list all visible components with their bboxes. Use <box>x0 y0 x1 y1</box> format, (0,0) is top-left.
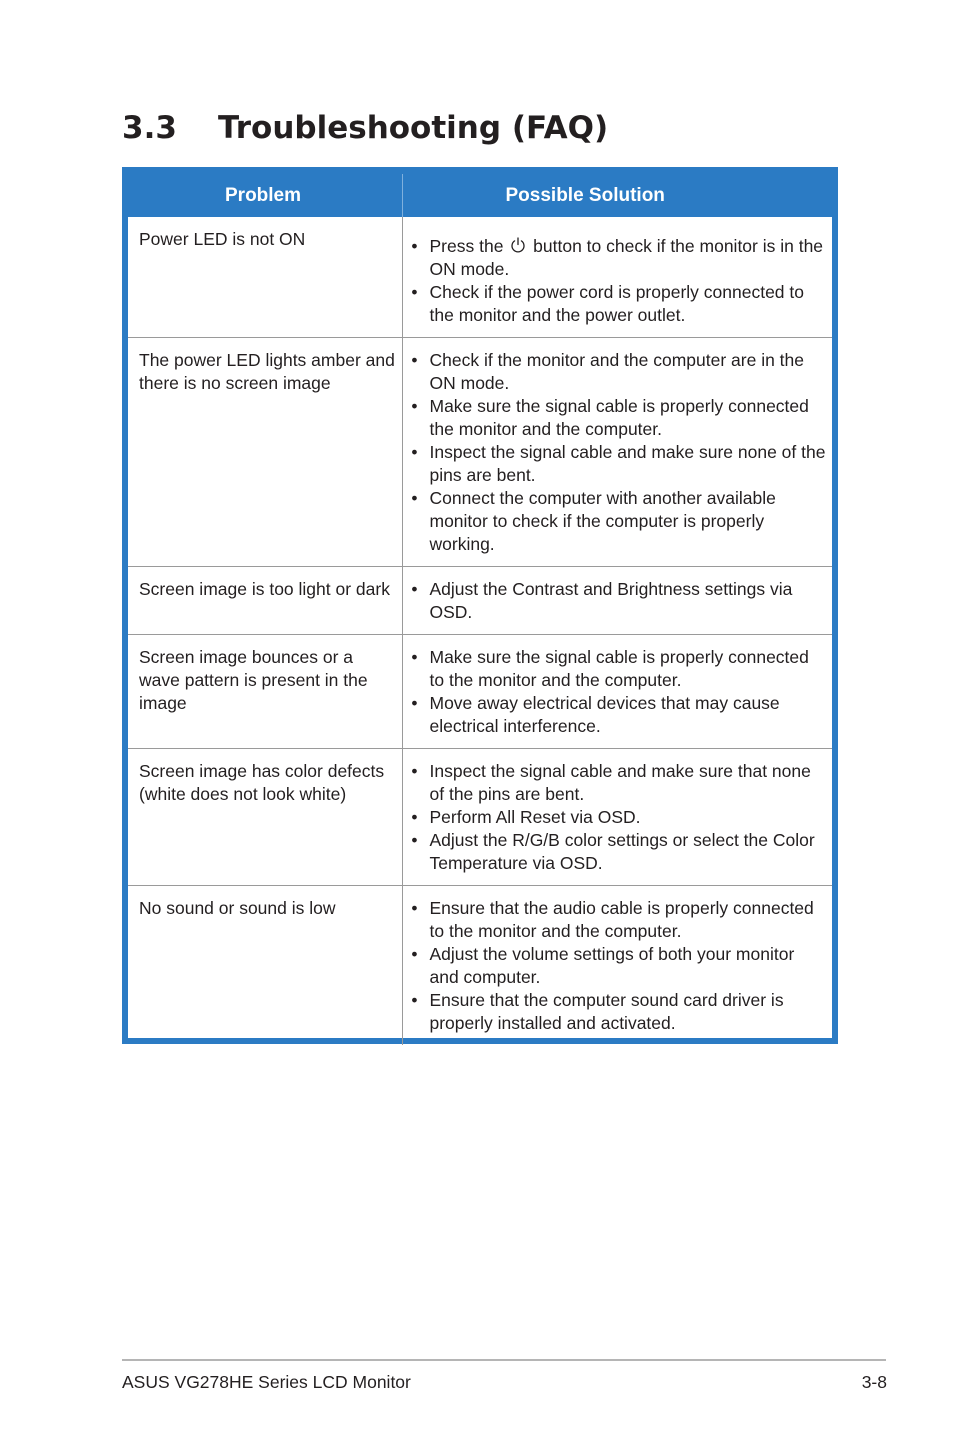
solution-item <box>408 989 829 1035</box>
solution-list <box>408 646 829 738</box>
section-number: 3.3 <box>122 110 177 146</box>
solution-text: Adjust the Contrast and Brightness settings via OSD. <box>429 579 793 622</box>
solution-text: Check if the power cord is properly connected to the monitor and the power outlet. <box>429 282 804 325</box>
table-row <box>128 338 832 567</box>
bullet-icon: • <box>411 236 418 256</box>
solution-text: Check if the monitor and the computer are in the ON mode. <box>429 350 805 393</box>
solution-text: Ensure that the audio cable is properly connected to the monitor and the computer. <box>429 898 814 941</box>
bullet-icon: • <box>411 647 418 667</box>
solution-item <box>408 487 829 556</box>
bullet-icon: • <box>411 944 418 964</box>
solution-item <box>408 235 829 281</box>
solution-list <box>408 349 829 556</box>
bullet-icon: • <box>411 396 418 416</box>
solution-text: Perform All Reset via OSD. <box>429 807 641 827</box>
bullet-icon: • <box>411 898 418 918</box>
bullet-icon: • <box>411 830 418 850</box>
solution-cell <box>402 749 832 886</box>
solution-item <box>408 692 829 738</box>
table-row <box>128 886 832 1046</box>
bullet-icon: • <box>411 488 418 508</box>
problem-cell: Screen image bounces or a wave pattern is present in the image <box>128 635 402 749</box>
bullet-icon: • <box>411 350 418 370</box>
solution-text: Make sure the signal cable is properly connected to the monitor and the computer. <box>429 647 809 690</box>
footer-divider <box>122 1359 886 1361</box>
bullet-icon: • <box>411 282 418 302</box>
problem-cell: The power LED lights amber and there is no screen image <box>128 338 402 567</box>
bullet-icon: • <box>411 761 418 781</box>
bullet-icon: • <box>411 693 418 713</box>
faq-table-frame <box>122 167 838 1044</box>
bullet-icon: • <box>411 807 418 827</box>
table-row <box>128 567 832 635</box>
solution-item <box>408 806 829 829</box>
solution-cell <box>402 217 832 338</box>
solution-cell <box>402 635 832 749</box>
footer-product-name: ASUS VG278HE Series LCD Monitor <box>122 1372 411 1392</box>
solution-list <box>408 235 829 327</box>
solution-text: Inspect the signal cable and make sure none of the pins are bent. <box>429 442 826 485</box>
solution-item <box>408 395 829 441</box>
bullet-icon: • <box>411 990 418 1010</box>
table-header-row <box>128 174 832 217</box>
footer-page-number: 3-8 <box>861 1372 887 1392</box>
solution-text-after: button to check if the monitor is in the ON mode. <box>429 236 824 279</box>
solution-text: Make sure the signal cable is properly connected the monitor and the computer. <box>429 396 809 439</box>
solution-item <box>408 281 829 327</box>
bullet-icon: • <box>411 442 418 462</box>
table-row <box>128 217 832 338</box>
solution-item <box>408 760 829 806</box>
header-problem: Problem <box>128 174 402 217</box>
solution-text: Inspect the signal cable and make sure that none of the pins are bent. <box>429 761 811 804</box>
solution-text: Move away electrical devices that may cause electrical interference. <box>429 693 780 736</box>
solution-text: Adjust the volume settings of both your monitor and computer. <box>429 944 795 987</box>
section-title <box>122 110 608 146</box>
table-body <box>128 217 832 1045</box>
solution-item <box>408 441 829 487</box>
solution-text: Connect the computer with another available monitor to check if the computer is properly working. <box>429 488 776 554</box>
faq-table <box>128 174 832 1045</box>
solution-text: Adjust the R/G/B color settings or select the Color Temperature via OSD. <box>429 830 815 873</box>
bullet-icon: • <box>411 579 418 599</box>
header-solution: Possible Solution <box>402 174 832 217</box>
solution-cell <box>402 338 832 567</box>
solution-item <box>408 829 829 875</box>
solution-cell <box>402 567 832 635</box>
problem-cell: Screen image has color defects (white does not look white) <box>128 749 402 886</box>
table-row <box>128 749 832 886</box>
problem-cell: No sound or sound is low <box>128 886 402 1046</box>
solution-cell <box>402 886 832 1046</box>
solution-item <box>408 943 829 989</box>
solution-text-before: Press the <box>429 236 509 256</box>
solution-list <box>408 578 829 624</box>
problem-cell: Screen image is too light or dark <box>128 567 402 635</box>
solution-list <box>408 760 829 875</box>
power-icon <box>510 237 526 253</box>
table-row <box>128 635 832 749</box>
solution-item <box>408 578 829 624</box>
solution-item <box>408 897 829 943</box>
section-title-text: Troubleshooting (FAQ) <box>218 110 609 146</box>
solution-text: Ensure that the computer sound card driver is properly installed and activated. <box>429 990 784 1033</box>
solution-item <box>408 349 829 395</box>
problem-cell: Power LED is not ON <box>128 217 402 338</box>
solution-list <box>408 897 829 1035</box>
solution-item <box>408 646 829 692</box>
